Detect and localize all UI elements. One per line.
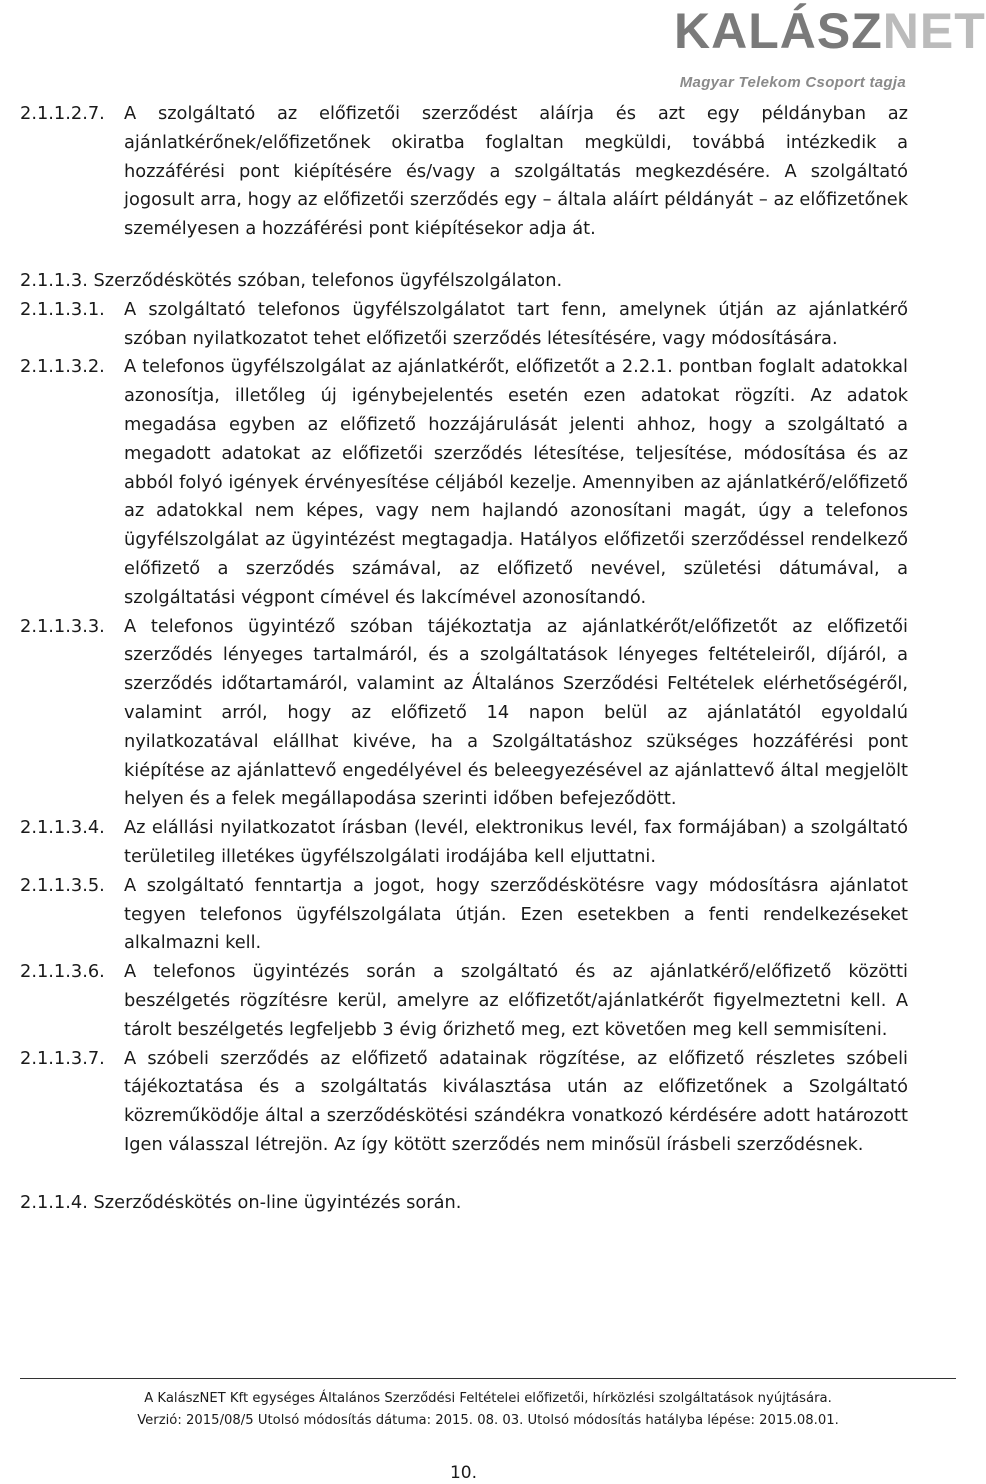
section-text: Az elállási nyilatkozatot írásban (levél, elektronikus levél, fax formájában) a szolgáltató területileg illetékes ügyfélszolgálati irodájába kell eljuttatni. [124,817,908,867]
footer-line-1: A KalászNET Kft egységes Általános Szerződési Feltételei előfizetői, hírközlési szolgáltatások nyújtására. [144,1391,832,1406]
page-footer [20,1388,956,1432]
section-text: A szolgáltató telefonos ügyfélszolgálatot tart fenn, amelynek útján az ajánlatkérő szóban nyilatkozatot tehet előfizetői szerződés létesítésére, vagy módosítására. [124,298,908,349]
section-number: 2.1.1.3.4. [20,817,105,839]
section-number: 2.1.1.3.2. [20,356,105,378]
logo-brand-net: NET [882,3,986,59]
section-number: 2.1.1.3.5. [20,874,105,896]
logo-tagline: Magyar Telekom Csoport tagja [679,74,906,91]
section-2-1-1-3-1 [20,296,908,354]
section-2-1-1-3-4 [20,814,908,872]
section-2-1-1-3-5 [20,872,908,958]
logo-wordmark [674,2,986,60]
page-number: 10. [449,1463,478,1483]
heading-2-1-1-3: 2.1.1.3. Szerződéskötés szóban, telefonos ügyfélszolgálaton. [20,269,563,291]
section-2-1-1-3-7 [20,1045,908,1160]
section-text: A telefonos ügyintéző szóban tájékoztatja az ajánlatkérőt/előfizetőt az előfizetői szerződés lényeges tartalmáról, és a szolgáltatások lényeges feltételeiről, díjáról, a szerződés időtartamáról, valamint az Általános Szerződési Feltételek elérhetőségéről, valamint arról, hogy az előfizető 14 napon belül az ajánlatától egyoldalú nyilatkozatával elállhat kivéve, ha a Szolgáltatáshoz szükséges hozzáférési pont kiépítése az ajánlattevő engedélyével és beleegyezésével az ajánlattevő által megjelölt helyen és a felek megállapodása szerinti időben befejeződött. [124,615,908,810]
section-text: A telefonos ügyintézés során a szolgáltató és az ajánlatkérő/előfizető közötti beszélgetés rögzítésre kerül, amelyre az előfizetőt/ajánlatkérőt figyelmeztetni kell. A tárolt beszélgetés legfeljebb 3 évig őrizhető meg, ezt követően meg kell semmisíteni. [124,961,908,1040]
section-2-1-1-3-6 [20,958,908,1044]
section-text: A szóbeli szerződés az előfizető adatainak rögzítése, az előfizető részletes szóbeli tájékoztatása és a szolgáltatás kiválasztása után az előfizetőnek a Szolgáltató közreműködője által a szerződéskötési szándékra vonatkozó kérdésére adott határozott Igen válasszal létrejön. Az így kötött szerződés nem minősül írásbeli szerződésnek. [124,1047,908,1155]
footer-divider [20,1378,956,1379]
section-number: 2.1.1.3.7. [20,1047,105,1069]
logo-brand-main: KALÁSZ [674,3,883,59]
document-body [20,100,908,1217]
section-2-1-1-3-3 [20,613,908,815]
section-number: 2.1.1.3.6. [20,961,105,983]
company-logo [674,2,986,98]
heading-2-1-1-4: 2.1.1.4. Szerződéskötés on-line ügyintézés során. [20,1191,462,1213]
section-number: 2.1.1.3.1. [20,298,105,320]
section-number: 2.1.1.2.7. [20,103,105,124]
footer-line-2: Verzió: 2015/08/5 Utolsó módosítás dátuma: 2015. 08. 03. Utolsó módosítás hatályba lépése: 2015.08.01. [137,1413,839,1428]
section-text: A szolgáltató az előfizetői szerződést aláírja és azt egy példányban az ajánlatkérőnek/előfizetőnek okiratba foglaltan megküldi, továbbá intézkedik a hozzáférési pont kiépítésére és/vagy a szolgáltatás megkezdésére. A szolgáltató jogosult arra, hogy az előfizetői szerződés egy – általa aláírt példányát – az előfizetőnek személyesen a hozzáférési pont kiépítésekor adja át. [124,103,908,240]
section-number: 2.1.1.3.3. [20,615,105,637]
section-text: A telefonos ügyfélszolgálat az ajánlatkérőt, előfizetőt a 2.2.1. pontban foglalt adatokkal azonosítja, illetőleg új igénybejelentés esetén ezen adatokat rögzíti. Az adatok megadása egyben az előfizető hozzájárulását jelenti ahhoz, hogy a szolgáltató a megadott adatokat az előfizetői szerződés létesítése, teljesítése, módosítása és az abból folyó igények érvényesítése céljából kezelje. Amennyiben az ajánlatkérő/előfizető az adatokkal nem képes, vagy nem hajlandó azonosítani magát, úgy a telefonos ügyfélszolgálat az ügyintézést megtagadja. Hatályos előfizetői szerződéssel rendelkező előfizető a szerződés számával, az előfizető nevével, születési dátumával, a szolgáltatási végpont címével és lakcímével azonosítandó. [124,356,908,608]
section-2-1-1-3-2 [20,353,908,612]
section-2-1-1-2-7 [20,100,908,244]
section-text: A szolgáltató fenntartja a jogot, hogy szerződéskötésre vagy módosításra ajánlatot tegyen telefonos ügyfélszolgálata útján. Ezen esetekben a fenti rendelkezéseket alkalmazni kell. [124,874,908,954]
